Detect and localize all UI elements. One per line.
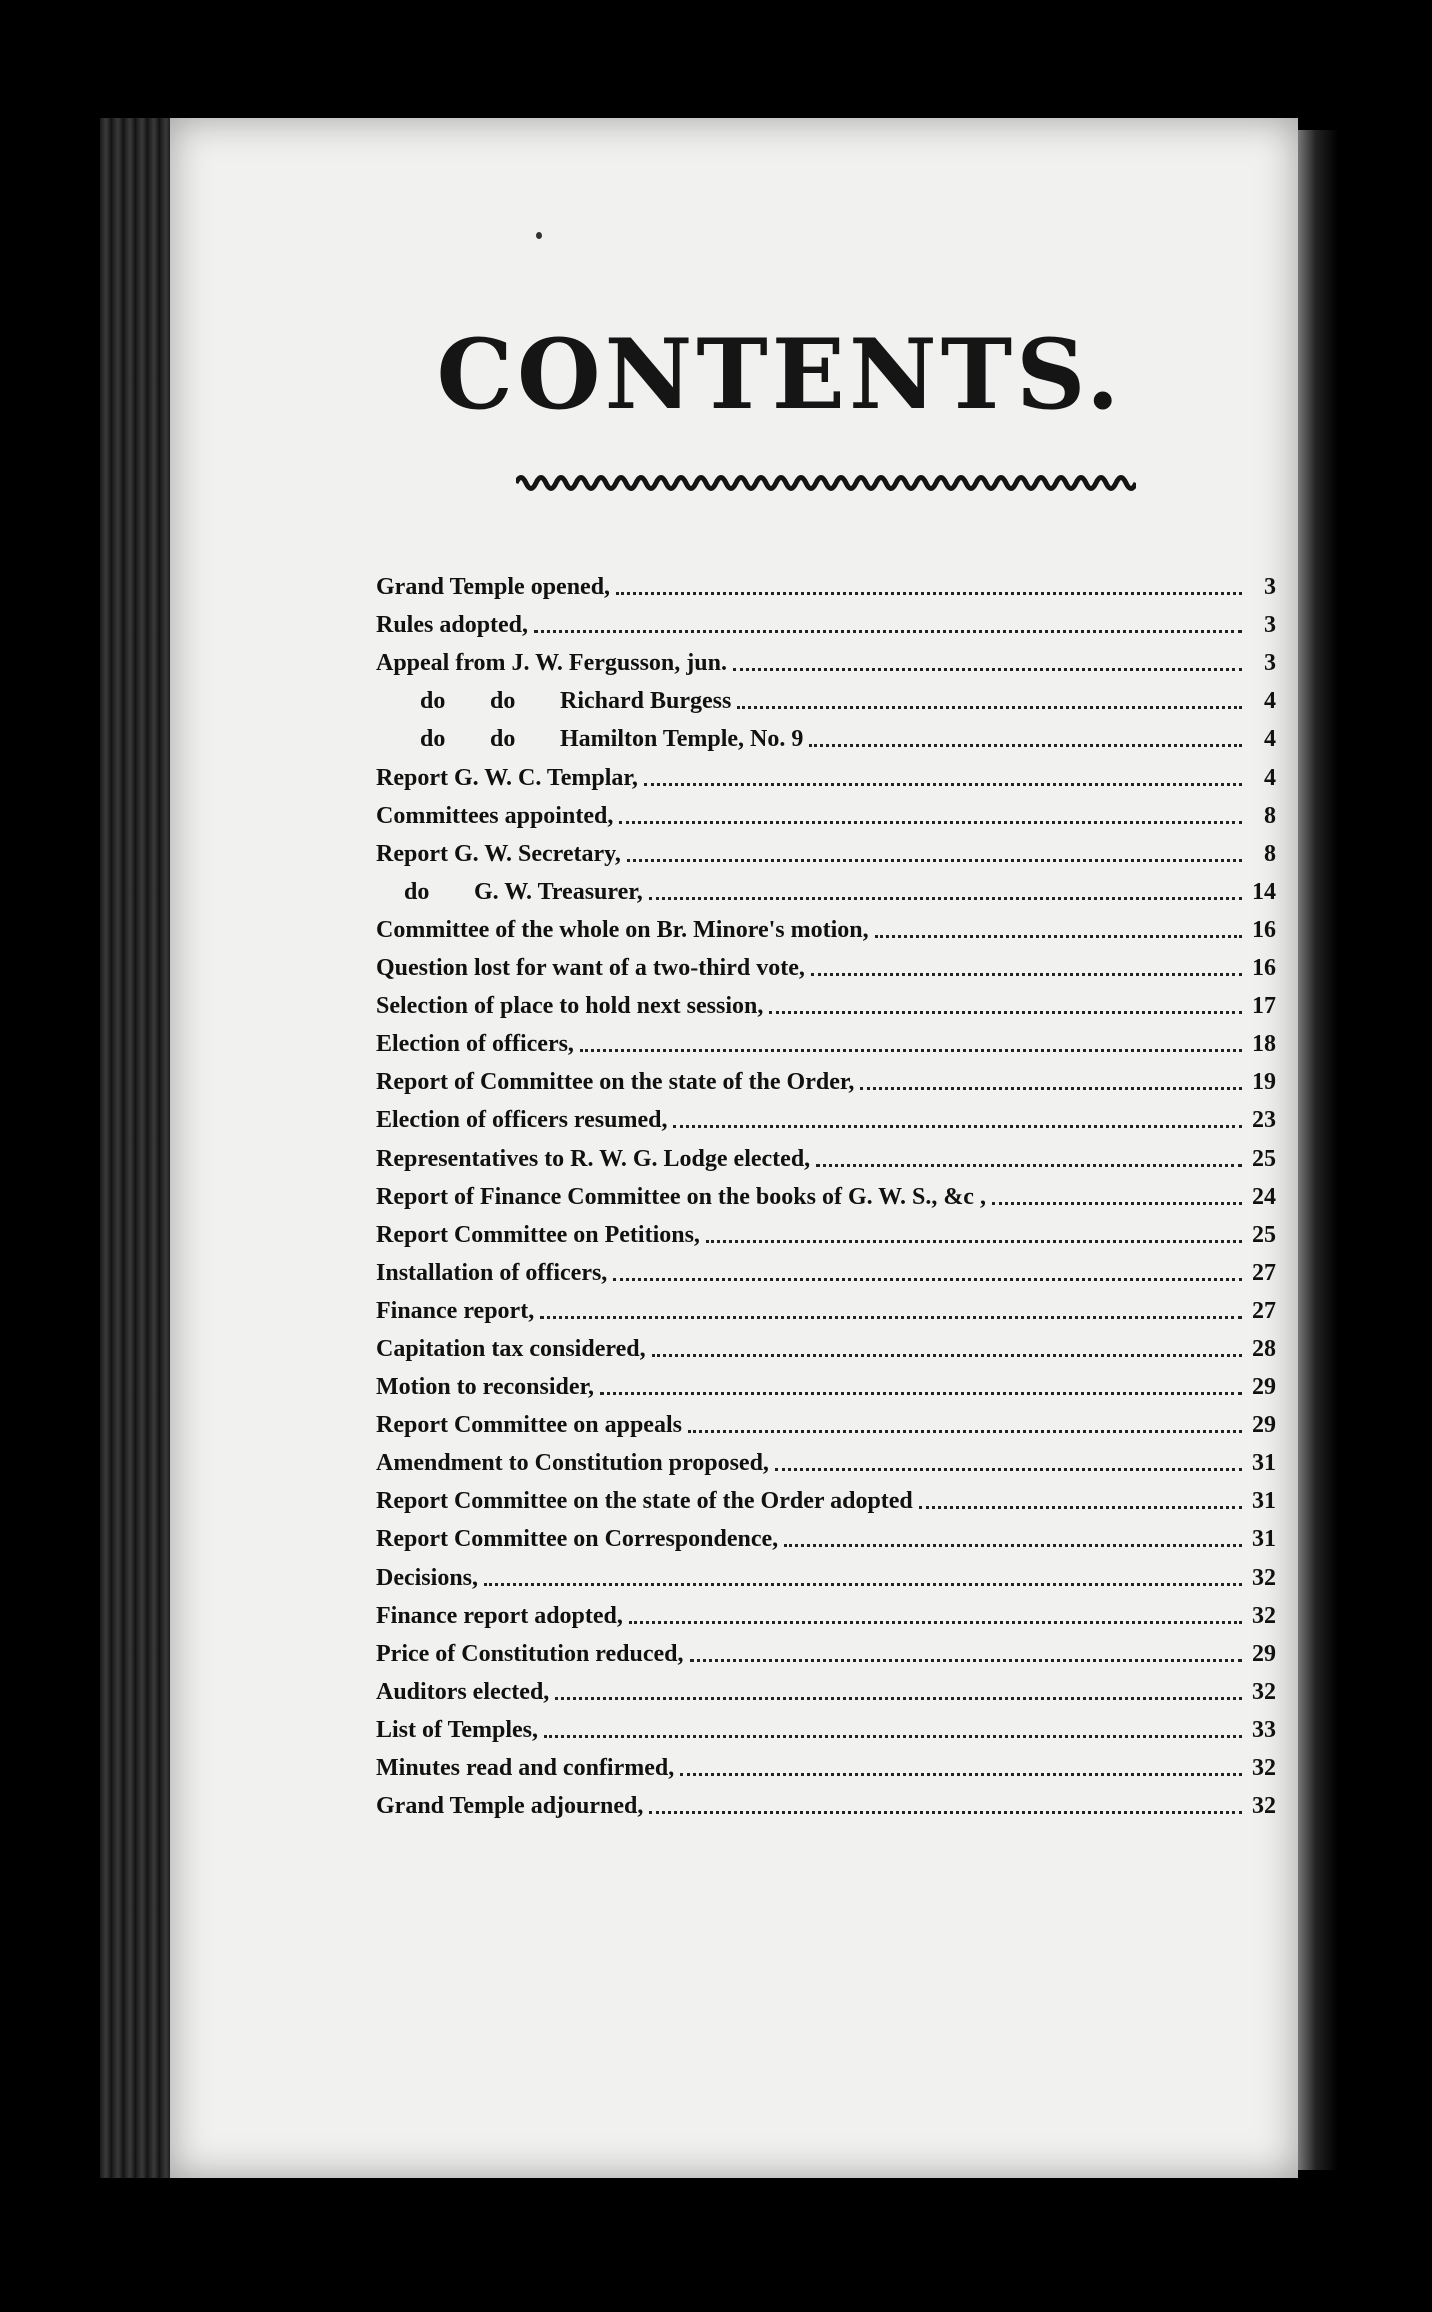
entry-text: Motion to reconsider,	[376, 1374, 594, 1401]
contents-entry	[376, 720, 1276, 758]
entry-text: Installation of officers,	[376, 1259, 608, 1286]
entry-text: Report of Finance Committee on the books of G. W. S., &c ,	[376, 1183, 986, 1210]
entry-label	[376, 1559, 478, 1597]
entry-label	[376, 1520, 778, 1558]
entry-text: Report G. W. C. Templar,	[376, 764, 638, 791]
dot-leader	[644, 783, 1242, 786]
entry-page-number: 28	[1252, 1335, 1276, 1362]
dot-leader	[600, 1392, 1242, 1395]
contents-entry	[376, 1063, 1276, 1101]
dot-leader	[875, 935, 1242, 938]
wavy-rule-ornament	[516, 470, 1136, 496]
ditto-mark: do	[420, 726, 446, 753]
dot-leader	[706, 1240, 1242, 1243]
contents-entry	[376, 835, 1276, 873]
dot-leader	[534, 630, 1242, 633]
entry-page-number: 31	[1252, 1488, 1276, 1515]
contents-entry	[376, 873, 1276, 911]
entry-text: Grand Temple adjourned,	[376, 1793, 644, 1820]
entry-page-number: 8	[1264, 840, 1276, 867]
contents-entry	[376, 1025, 1276, 1063]
dot-leader	[629, 1621, 1242, 1624]
entry-page-number: 25	[1252, 1221, 1276, 1248]
dot-leader	[613, 1278, 1242, 1281]
contents-entry	[376, 1482, 1276, 1520]
dot-leader	[816, 1164, 1242, 1167]
entry-page-number: 23	[1252, 1107, 1276, 1134]
entry-text: Election of officers,	[376, 1031, 574, 1058]
contents-entry	[376, 568, 1276, 606]
entry-label	[376, 1749, 674, 1787]
dot-leader	[652, 1354, 1242, 1357]
contents-entry	[376, 1635, 1276, 1673]
entry-page-number: 32	[1252, 1678, 1276, 1705]
dot-leader	[649, 897, 1242, 900]
entry-page-number: 18	[1252, 1031, 1276, 1058]
entry-text: Report Committee on Correspondence,	[376, 1526, 779, 1553]
entry-page-number: 32	[1252, 1755, 1276, 1781]
entry-text: Selection of place to hold next session,	[376, 993, 764, 1020]
contents-entry	[376, 797, 1276, 835]
contents-entry	[376, 1368, 1276, 1406]
entry-text: Grand Temple opened,	[376, 574, 611, 601]
entry-label	[376, 644, 727, 682]
dot-leader	[737, 706, 1242, 709]
entry-label	[376, 1254, 607, 1292]
entry-text: Committees appointed,	[376, 802, 614, 829]
contents-entry	[376, 911, 1276, 949]
dot-leader	[733, 668, 1242, 671]
contents-entry	[376, 1749, 1276, 1787]
entry-page-number: 31	[1252, 1526, 1276, 1553]
dot-leader	[809, 744, 1242, 747]
entry-text: Report Committee on the state of the Order adopted	[376, 1488, 913, 1515]
entry-page-number: 31	[1252, 1450, 1276, 1477]
entry-page-number: 29	[1252, 1640, 1276, 1667]
contents-entry	[376, 1178, 1276, 1216]
entry-text: Minutes read and confirmed,	[376, 1755, 675, 1781]
contents-entry	[376, 1406, 1276, 1444]
dot-leader	[769, 1011, 1242, 1014]
entry-label	[376, 1406, 682, 1444]
entry-label	[376, 1711, 538, 1749]
entry-label	[376, 1673, 549, 1711]
entry-page-number: 3	[1264, 612, 1276, 639]
contents-entry	[376, 1139, 1276, 1177]
dot-leader	[860, 1087, 1242, 1090]
ditto-mark: do	[490, 688, 516, 715]
contents-entry	[376, 987, 1276, 1025]
dot-leader	[616, 592, 1242, 595]
entry-page-number: 14	[1252, 878, 1276, 905]
dot-leader	[540, 1316, 1242, 1319]
entry-label	[376, 873, 643, 911]
entry-text: List of Temples,	[376, 1716, 539, 1743]
entry-page-number: 17	[1252, 993, 1276, 1020]
entry-page-number: 27	[1252, 1297, 1276, 1324]
entry-label	[376, 720, 803, 758]
entry-text: Report G. W. Secretary,	[376, 840, 621, 867]
contents-entry	[376, 1711, 1276, 1749]
dot-leader	[484, 1583, 1242, 1586]
entry-label	[376, 987, 763, 1025]
entry-text: Auditors elected,	[376, 1678, 550, 1705]
entry-text: Price of Constitution reduced,	[376, 1640, 684, 1667]
entry-text: Committee of the whole on Br. Minore's motion,	[376, 916, 869, 943]
entry-page-number: 33	[1252, 1716, 1276, 1743]
entry-label	[376, 1025, 574, 1063]
entry-text: Decisions,	[376, 1564, 478, 1591]
entry-label	[376, 1216, 700, 1254]
entry-text: Report Committee on Petitions,	[376, 1221, 700, 1248]
entry-page-number: 29	[1252, 1374, 1276, 1401]
contents-entry	[376, 1444, 1276, 1482]
contents-entry	[376, 1558, 1276, 1596]
ditto-mark: do	[404, 878, 430, 905]
dot-leader	[690, 1659, 1242, 1662]
entry-label	[376, 759, 638, 797]
entry-text: G. W. Treasurer,	[474, 878, 643, 905]
contents-entry	[376, 1520, 1276, 1558]
entry-page-number: 24	[1252, 1183, 1276, 1210]
ditto-mark: do	[420, 688, 446, 715]
dot-leader	[688, 1430, 1242, 1433]
dot-leader	[811, 973, 1242, 976]
entry-text: Question lost for want of a two-third vote,	[376, 955, 805, 982]
entry-text: Report Committee on appeals	[376, 1412, 682, 1439]
contents-entry	[376, 949, 1276, 987]
dot-leader	[619, 821, 1242, 824]
contents-entry	[376, 1330, 1276, 1368]
contents-entry	[376, 1787, 1276, 1825]
entry-text: Representatives to R. W. G. Lodge elected,	[376, 1145, 811, 1172]
entry-page-number: 25	[1252, 1145, 1276, 1172]
entry-label	[376, 1368, 594, 1406]
entry-page-number: 32	[1252, 1793, 1276, 1820]
dot-leader	[919, 1506, 1242, 1509]
entry-label	[376, 1444, 769, 1482]
entry-label	[376, 1101, 667, 1139]
entry-label	[376, 1597, 623, 1635]
entry-label	[376, 911, 869, 949]
contents-entry	[376, 1597, 1276, 1635]
ink-speck	[536, 232, 542, 239]
entry-text: Election of officers resumed,	[376, 1107, 668, 1134]
entry-text: Capitation tax considered,	[376, 1335, 646, 1362]
entry-page-number: 27	[1252, 1259, 1276, 1286]
entry-text: Finance report adopted,	[376, 1602, 623, 1629]
entry-page-number: 3	[1264, 574, 1276, 601]
entry-text: Rules adopted,	[376, 612, 529, 639]
dot-leader	[992, 1202, 1242, 1205]
book-spine	[100, 118, 172, 2178]
entry-text: Richard Burgess	[560, 688, 732, 715]
contents-entry	[376, 1673, 1276, 1711]
entry-text: Hamilton Temple, No. 9	[560, 726, 804, 753]
entry-text: Finance report,	[376, 1297, 535, 1324]
dot-leader	[649, 1811, 1242, 1814]
entry-page-number: 32	[1252, 1602, 1276, 1629]
entry-text: Report of Committee on the state of the Order,	[376, 1069, 855, 1096]
ditto-mark: do	[490, 726, 516, 753]
contents-entry	[376, 644, 1276, 682]
contents-entry	[376, 758, 1276, 796]
entry-label	[376, 1482, 913, 1520]
entry-page-number: 16	[1252, 916, 1276, 943]
entry-text: Amendment to Constitution proposed,	[376, 1450, 769, 1477]
contents-entry	[376, 1254, 1276, 1292]
entry-page-number: 19	[1252, 1069, 1276, 1096]
dot-leader	[673, 1125, 1242, 1128]
entry-page-number: 8	[1264, 802, 1276, 829]
contents-entry	[376, 682, 1276, 720]
entry-page-number: 3	[1264, 650, 1276, 677]
entry-page-number: 4	[1264, 726, 1276, 753]
page-title: CONTENTS.	[436, 318, 1124, 431]
entry-label	[376, 797, 613, 835]
dot-leader	[555, 1697, 1242, 1700]
entry-label	[376, 1140, 810, 1178]
dot-leader	[580, 1049, 1242, 1052]
entry-label	[376, 1063, 854, 1101]
entry-page-number: 32	[1252, 1564, 1276, 1591]
entry-label	[376, 682, 731, 720]
entry-label	[376, 568, 610, 606]
entry-page-number: 29	[1252, 1412, 1276, 1439]
entry-label	[376, 949, 805, 987]
dot-leader	[627, 859, 1242, 862]
contents-entry	[376, 1216, 1276, 1254]
entry-page-number: 16	[1252, 955, 1276, 982]
entry-page-number: 4	[1264, 764, 1276, 791]
contents-entry	[376, 1292, 1276, 1330]
entry-label	[376, 1635, 684, 1673]
entry-label	[376, 1178, 986, 1216]
contents-entry	[376, 1101, 1276, 1139]
entry-label	[376, 606, 528, 644]
entry-label	[376, 1330, 646, 1368]
contents-entry	[376, 606, 1276, 644]
dot-leader	[775, 1468, 1242, 1471]
entry-label	[376, 835, 621, 873]
entry-label	[376, 1292, 534, 1330]
entry-page-number: 4	[1264, 688, 1276, 715]
dot-leader	[680, 1773, 1242, 1776]
entry-text: Appeal from J. W. Fergusson, jun.	[376, 650, 727, 677]
contents-list	[376, 568, 1276, 1825]
dot-leader	[784, 1544, 1242, 1547]
entry-label	[376, 1787, 643, 1825]
page-edge	[1298, 130, 1338, 2170]
dot-leader	[544, 1735, 1242, 1738]
